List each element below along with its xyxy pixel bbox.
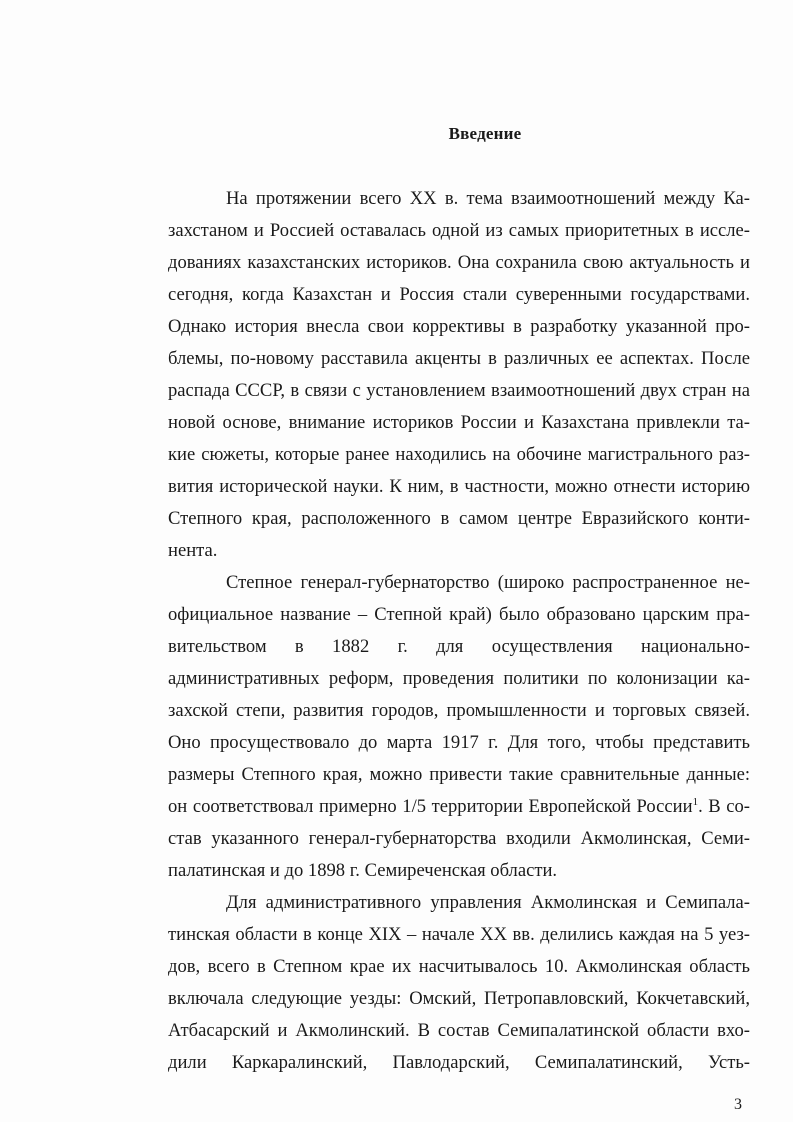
text-line: сегодня, когда Казахстан и Россия стали суверенными государствами. <box>168 284 750 305</box>
text-line: дованиях казахстанских историков. Она сохранила свою актуальность и <box>168 252 750 273</box>
text-line: дили Каркаралинский, Павлодарский, Семипалатинский, Усть- <box>168 1052 750 1073</box>
text-line: Для административного управления Акмолинская и Семипала- <box>226 892 750 913</box>
text-line: Степное генерал-губернаторство (широко распространенное не- <box>226 572 750 593</box>
text-line: захстаном и Россией оставалась одной из самых приоритетных в иссле- <box>168 220 750 241</box>
text-line-with-footnote <box>168 796 750 818</box>
page-title: Введение <box>448 124 522 143</box>
text-line: Атбасарский и Акмолинский. В состав Семипалатинской области вхо- <box>168 1020 750 1041</box>
text-line: вительством в 1882 г. для осуществления национально- <box>168 636 750 657</box>
text-line: Степного края, расположенного в самом центре Евразийского конти- <box>168 508 750 529</box>
text-line: новой основе, внимание историков России и Казахстана привлекли та- <box>168 412 750 433</box>
text-line: вития исторической науки. К ним, в частности, можно отнести историю <box>168 476 750 497</box>
text-line: На протяжении всего XX в. тема взаимоотношений между Ка- <box>226 188 750 209</box>
text-line: включала следующие уезды: Омский, Петропавловский, Кокчетавский, <box>168 988 750 1009</box>
text-line: административных реформ, проведения политики по колонизации ка- <box>168 668 750 689</box>
text-line: Оно просуществовало до марта 1917 г. Для того, чтобы представить <box>168 732 750 753</box>
text-line: став указанного генерал-губернаторства входили Акмолинская, Семи- <box>168 828 750 849</box>
text-fragment: . В со- <box>698 796 750 817</box>
text-line: нента. <box>168 540 218 561</box>
text-line: официальное название – Степной край) было образовано царским пра- <box>168 604 750 625</box>
text-line: размеры Степного края, можно привести такие сравнительные данные: <box>168 764 750 785</box>
text-line: тинская области в конце XIX – начале XX вв. делились каждая на 5 уез- <box>168 924 750 945</box>
text-line: Однако история внесла свои коррективы в разработку указанной про- <box>168 316 750 337</box>
text-line: дов, всего в Степном крае их насчитывалось 10. Акмолинская область <box>168 956 750 977</box>
text-fragment: он соответствовал примерно 1/5 территории Европейской России <box>168 796 693 817</box>
page-number: 3 <box>734 1096 742 1113</box>
text-line: захской степи, развития городов, промышленности и торговых связей. <box>168 700 750 721</box>
text-line: палатинская и до 1898 г. Семиреченская области. <box>168 860 558 881</box>
text-line: распада СССР, в связи с установлением взаимоотношений двух стран на <box>168 380 750 401</box>
text-line: блемы, по-новому расставила акценты в различных ее аспектах. После <box>168 348 750 369</box>
footnote-marker: 1 <box>692 796 699 808</box>
text-line: кие сюжеты, которые ранее находились на обочине магистрального раз- <box>168 444 750 465</box>
